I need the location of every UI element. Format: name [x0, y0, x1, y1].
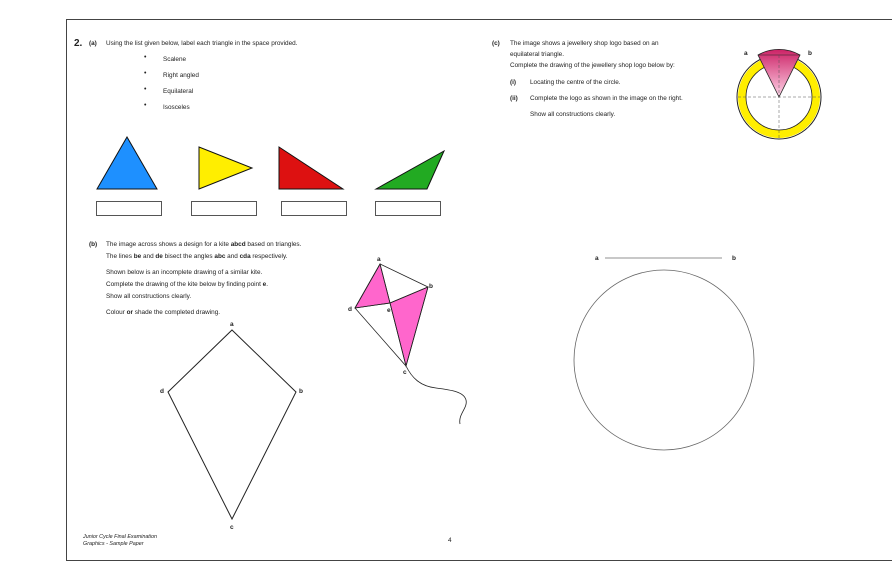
part-c-ii-label: (ii)	[510, 95, 518, 102]
bullet-icon: •	[144, 102, 147, 109]
triangle-scalene	[376, 151, 444, 189]
construction-label-a: a	[595, 255, 599, 262]
bullet-icon: •	[144, 54, 147, 61]
triangle-right-angled	[279, 147, 343, 189]
ref-label-e: e	[387, 307, 391, 314]
triangle-equilateral	[97, 137, 157, 189]
part-b-line-1: The image across shows a design for a kite abcd based on triangles.	[106, 241, 302, 248]
part-c-i-label: (i)	[510, 79, 517, 86]
part-c-line-4: Show all constructions clearly.	[530, 111, 616, 118]
part-b-line-6: Colour or shade the completed drawing.	[106, 309, 221, 316]
logo-construction-area	[574, 255, 754, 450]
part-a-instruction: Using the list given below, label each triangle in the space provided.	[106, 40, 298, 47]
question-number: 2.	[74, 38, 83, 49]
footer-line-2: Graphics - Sample Paper	[83, 541, 144, 547]
part-b-line-5: Show all constructions clearly.	[106, 293, 192, 300]
triangle-isosceles	[199, 147, 252, 189]
ref-label-b: b	[429, 283, 433, 290]
list-item-equilateral: Equilateral	[163, 88, 194, 95]
list-item-isosceles: Isosceles	[163, 104, 190, 111]
jewellery-logo-image	[737, 49, 821, 139]
part-b-label: (b)	[89, 241, 98, 248]
construction-label-b: b	[732, 255, 736, 262]
page-number: 4	[448, 537, 452, 544]
ref-label-a: a	[377, 256, 381, 263]
part-c-line-1: The image shows a jewellery shop logo based on an	[510, 40, 659, 47]
kite-reference-image	[348, 256, 466, 424]
bullet-icon: •	[144, 70, 147, 77]
ref-label-c: c	[403, 369, 407, 376]
part-b-line-2: The lines be and de bisect the angles abc and cda respectively.	[106, 253, 288, 260]
footer-line-1: Junior Cycle Final Examination	[83, 534, 158, 540]
kite-tail	[406, 366, 466, 424]
label-d: d	[160, 388, 164, 395]
part-c-label: (c)	[492, 40, 500, 47]
part-c-line-3: Complete the drawing of the jewellery shop logo below by:	[510, 62, 675, 69]
logo-label-b: b	[808, 50, 812, 57]
label-a: a	[230, 321, 234, 328]
label-c: c	[230, 524, 234, 531]
ref-label-d: d	[348, 306, 352, 313]
list-item-scalene: Scalene	[163, 56, 187, 63]
part-b-line-4: Complete the drawing of the kite below by finding point e.	[106, 281, 269, 288]
part-a-label: (a)	[89, 40, 97, 47]
part-c-i-text: Locating the centre of the circle.	[530, 79, 621, 86]
kite-incomplete-drawing	[160, 321, 303, 531]
part-b-line-3: Shown below is an incomplete drawing of a similar kite.	[106, 269, 263, 276]
label-b: b	[299, 388, 303, 395]
part-c-line-2: equilateral triangle.	[510, 51, 564, 58]
logo-label-a: a	[744, 50, 748, 57]
part-c-ii-text: Complete the logo as shown in the image on the right.	[530, 95, 683, 102]
bullet-icon: •	[144, 86, 147, 93]
list-item-right-angled: Right angled	[163, 72, 199, 79]
